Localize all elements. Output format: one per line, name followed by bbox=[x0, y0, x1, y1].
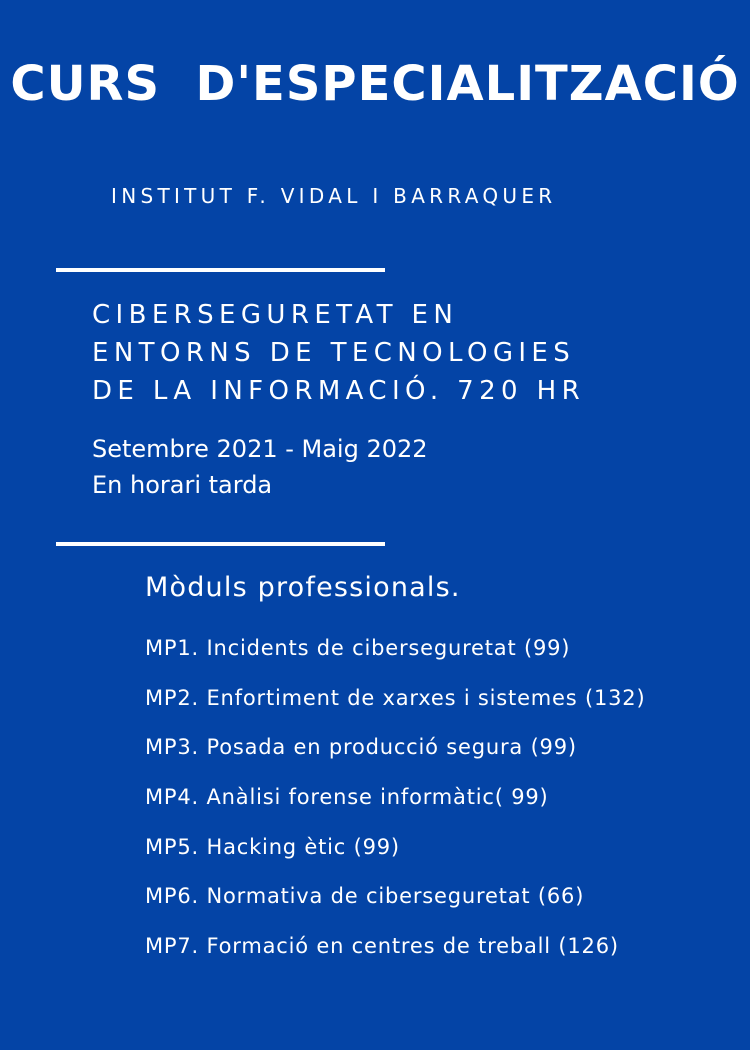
course-title-line-1: CIBERSEGURETAT EN bbox=[92, 300, 459, 330]
module-item-mp4: MP4. Anàlisi forense informàtic( 99) bbox=[145, 785, 549, 810]
course-dates: Setembre 2021 - Maig 2022 bbox=[92, 435, 428, 463]
module-item-mp3: MP3. Posada en producció segura (99) bbox=[145, 735, 577, 760]
modules-heading: Mòduls professionals. bbox=[145, 572, 461, 603]
course-title-line-2: ENTORNS DE TECNOLOGIES bbox=[92, 338, 576, 368]
institute-name: INSTITUT F. VIDAL I BARRAQUER bbox=[111, 184, 557, 208]
course-schedule: En horari tarda bbox=[92, 471, 273, 499]
course-title bbox=[92, 296, 732, 410]
module-item-mp2: MP2. Enfortiment de xarxes i sistemes (132) bbox=[145, 685, 646, 710]
module-item-mp5: MP5. Hacking ètic (99) bbox=[145, 834, 400, 859]
module-item-mp7: MP7. Formació en centres de treball (126) bbox=[145, 934, 619, 959]
course-dates-block bbox=[92, 431, 428, 503]
module-item-mp6: MP6. Normativa de ciberseguretat (66) bbox=[145, 884, 585, 909]
course-title-line-3: DE LA INFORMACIÓ. 720 HR bbox=[92, 376, 586, 406]
module-item-mp1: MP1. Incidents de ciberseguretat (99) bbox=[145, 636, 571, 660]
bottom-divider bbox=[56, 542, 385, 546]
top-divider bbox=[56, 268, 385, 272]
poster-title: CURS D'ESPECIALITZACIÓ bbox=[10, 56, 740, 112]
module-list bbox=[145, 633, 645, 981]
